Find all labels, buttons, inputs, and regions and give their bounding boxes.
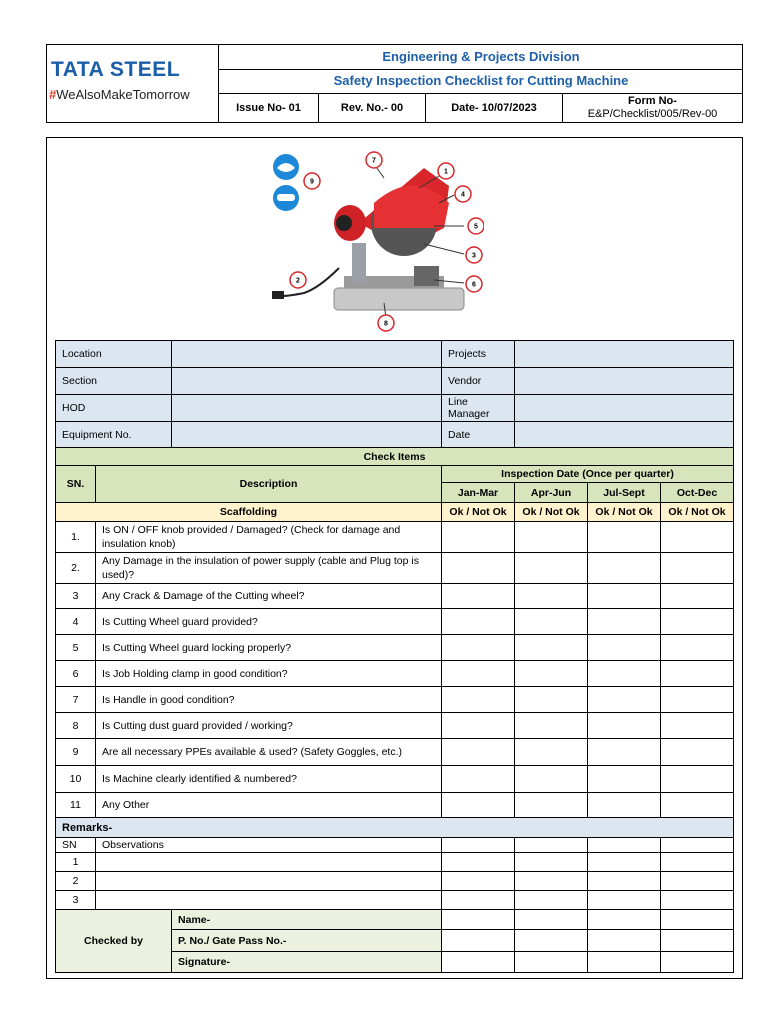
- equipment-no-label: Equipment No.: [56, 422, 172, 448]
- vendor-label: Vendor: [442, 368, 515, 395]
- brand-logo: TATA STEEL: [51, 58, 181, 81]
- check-cell[interactable]: [588, 609, 661, 635]
- observation-row: [56, 872, 734, 891]
- line-manager-input[interactable]: [515, 395, 734, 422]
- check-cell[interactable]: [515, 793, 588, 818]
- svg-text:2: 2: [296, 277, 300, 285]
- hash-icon: #: [49, 87, 57, 102]
- observation-sn: 2: [56, 872, 96, 891]
- check-cell[interactable]: [442, 739, 515, 766]
- item-sn: 9: [56, 739, 96, 766]
- table-row: [56, 713, 734, 739]
- check-cell[interactable]: [661, 635, 734, 661]
- check-cell[interactable]: [515, 584, 588, 609]
- check-cell[interactable]: [588, 635, 661, 661]
- item-sn: 1.: [56, 522, 96, 553]
- table-row: [56, 522, 734, 553]
- remarks-heading-row: [56, 818, 734, 838]
- check-cell[interactable]: [515, 553, 588, 584]
- item-description: Is ON / OFF knob provided / Damaged? (Check for damage and insulation knob): [96, 522, 442, 553]
- item-sn: 11: [56, 793, 96, 818]
- section-input[interactable]: [172, 368, 442, 395]
- table-row: [56, 553, 734, 584]
- signoff-row-name: [56, 910, 734, 930]
- table-row: [56, 661, 734, 687]
- remarks-heading: Remarks-: [56, 818, 734, 838]
- projects-input[interactable]: [515, 341, 734, 368]
- check-cell[interactable]: [588, 584, 661, 609]
- check-cell[interactable]: [588, 793, 661, 818]
- check-cell[interactable]: [515, 635, 588, 661]
- svg-text:4: 4: [461, 191, 465, 199]
- pno-field[interactable]: P. No./ Gate Pass No.-: [172, 930, 442, 952]
- checked-by-label: Checked by: [56, 910, 172, 973]
- observation-input[interactable]: [96, 891, 442, 910]
- item-sn: 10: [56, 766, 96, 793]
- observations-header: Observations: [96, 838, 442, 853]
- check-cell[interactable]: [588, 739, 661, 766]
- item-description: Any Crack & Damage of the Cutting wheel?: [96, 584, 442, 609]
- item-description: Any Other: [96, 793, 442, 818]
- revision-number: Rev. No.- 00: [319, 93, 426, 122]
- check-cell[interactable]: [442, 687, 515, 713]
- check-cell[interactable]: [661, 584, 734, 609]
- item-description: Are all necessary PPEs available & used? (Safety Goggles, etc.): [96, 739, 442, 766]
- check-cell[interactable]: [515, 739, 588, 766]
- checklist-table: [55, 340, 734, 973]
- check-cell[interactable]: [442, 522, 515, 553]
- item-sn: 5: [56, 635, 96, 661]
- hod-input[interactable]: [172, 395, 442, 422]
- date-label: Date: [442, 422, 515, 448]
- observation-input[interactable]: [96, 872, 442, 891]
- item-description: Is Machine clearly identified & numbered?: [96, 766, 442, 793]
- status-header: Ok / Not Ok: [515, 503, 588, 522]
- check-cell[interactable]: [515, 687, 588, 713]
- svg-text:3: 3: [472, 252, 476, 260]
- status-header: Ok / Not Ok: [661, 503, 734, 522]
- table-row: [56, 584, 734, 609]
- cutting-machine-illustration: [264, 148, 484, 334]
- location-input[interactable]: [172, 341, 442, 368]
- observation-input[interactable]: [96, 853, 442, 872]
- svg-text:9: 9: [310, 178, 314, 186]
- signature-field[interactable]: Signature-: [172, 952, 442, 973]
- quarter-jul-sept: Jul-Sept: [588, 483, 661, 503]
- division-title: Engineering & Projects Division: [219, 45, 743, 70]
- check-cell[interactable]: [442, 635, 515, 661]
- item-sn: 4: [56, 609, 96, 635]
- form-number: Form No- E&P/Checklist/005/Rev-00: [587, 94, 718, 120]
- check-cell[interactable]: [588, 661, 661, 687]
- check-cell[interactable]: [442, 661, 515, 687]
- inspection-date-header: Inspection Date (Once per quarter): [442, 466, 734, 483]
- sn-header: SN.: [56, 466, 96, 503]
- item-sn: 2.: [56, 553, 96, 584]
- document-title: Safety Inspection Checklist for Cutting Machine: [219, 69, 743, 94]
- equipment-no-input[interactable]: [172, 422, 442, 448]
- table-row: [56, 793, 734, 818]
- ppe-icons: [273, 154, 299, 211]
- check-cell[interactable]: [661, 522, 734, 553]
- table-row: [56, 739, 734, 766]
- svg-text:8: 8: [384, 320, 388, 328]
- check-cell[interactable]: [515, 713, 588, 739]
- svg-text:7: 7: [372, 157, 376, 165]
- item-sn: 6: [56, 661, 96, 687]
- name-field[interactable]: Name-: [172, 910, 442, 930]
- table-row: [56, 635, 734, 661]
- observations-header-row: [56, 838, 734, 853]
- table-row: [56, 766, 734, 793]
- projects-label: Projects: [442, 341, 515, 368]
- category-label: Scaffolding: [56, 503, 442, 522]
- check-cell[interactable]: [661, 687, 734, 713]
- check-cell[interactable]: [515, 766, 588, 793]
- item-description: Is Job Holding clamp in good condition?: [96, 661, 442, 687]
- observation-row: [56, 891, 734, 910]
- item-description: Is Cutting Wheel guard provided?: [96, 609, 442, 635]
- check-cell[interactable]: [515, 661, 588, 687]
- item-description: Is Cutting Wheel guard locking properly?: [96, 635, 442, 661]
- svg-text:5: 5: [474, 223, 478, 231]
- item-description: Is Handle in good condition?: [96, 687, 442, 713]
- location-label: Location: [56, 341, 172, 368]
- quarter-apr-jun: Apr-Jun: [515, 483, 588, 503]
- check-cell[interactable]: [442, 793, 515, 818]
- check-cell[interactable]: [661, 793, 734, 818]
- remarks-sn-header: SN: [56, 838, 96, 853]
- hod-label: HOD: [56, 395, 172, 422]
- item-description: Any Damage in the insulation of power supply (cable and Plug top is used)?: [96, 553, 442, 584]
- brand-tagline: #WeAlsoMakeTomorrow: [49, 87, 190, 102]
- check-cell[interactable]: [661, 766, 734, 793]
- item-sn: 8: [56, 713, 96, 739]
- quarter-jan-mar: Jan-Mar: [442, 483, 515, 503]
- table-row: [56, 687, 734, 713]
- check-cell[interactable]: [442, 713, 515, 739]
- check-cell[interactable]: [588, 766, 661, 793]
- info-row-hod: [56, 395, 734, 422]
- info-row-section: [56, 368, 734, 395]
- observation-row: [56, 853, 734, 872]
- status-header: Ok / Not Ok: [588, 503, 661, 522]
- description-header: Description: [96, 466, 442, 503]
- check-cell[interactable]: [661, 739, 734, 766]
- check-cell[interactable]: [661, 553, 734, 584]
- svg-text:6: 6: [472, 281, 476, 289]
- vendor-input[interactable]: [515, 368, 734, 395]
- check-cell[interactable]: [442, 553, 515, 584]
- check-items-heading-row: [56, 448, 734, 466]
- date-input[interactable]: [515, 422, 734, 448]
- column-header-row: [56, 466, 734, 483]
- issue-number: Issue No- 01: [219, 93, 319, 122]
- quarter-oct-dec: Oct-Dec: [661, 483, 734, 503]
- document-header: [46, 44, 743, 123]
- check-items-heading: Check Items: [56, 448, 734, 466]
- observation-sn: 3: [56, 891, 96, 910]
- check-cell[interactable]: [442, 609, 515, 635]
- check-cell[interactable]: [515, 522, 588, 553]
- check-cell[interactable]: [588, 553, 661, 584]
- item-description: Is Cutting dust guard provided / working?: [96, 713, 442, 739]
- check-cell[interactable]: [661, 713, 734, 739]
- table-row: [56, 609, 734, 635]
- logo-cell: [47, 45, 219, 122]
- section-label: Section: [56, 368, 172, 395]
- category-row: [56, 503, 734, 522]
- observation-sn: 1: [56, 853, 96, 872]
- check-cell[interactable]: [588, 713, 661, 739]
- svg-text:1: 1: [444, 168, 448, 176]
- line-manager-label: Line Manager: [442, 395, 515, 422]
- check-cell[interactable]: [515, 609, 588, 635]
- item-sn: 3: [56, 584, 96, 609]
- check-cell[interactable]: [661, 661, 734, 687]
- info-row-location: [56, 341, 734, 368]
- status-header: Ok / Not Ok: [442, 503, 515, 522]
- check-cell[interactable]: [588, 687, 661, 713]
- info-row-equipment: [56, 422, 734, 448]
- check-cell[interactable]: [442, 584, 515, 609]
- check-cell[interactable]: [588, 522, 661, 553]
- check-cell[interactable]: [442, 766, 515, 793]
- issue-date: Date- 10/07/2023: [426, 93, 563, 122]
- check-cell[interactable]: [661, 609, 734, 635]
- item-sn: 7: [56, 687, 96, 713]
